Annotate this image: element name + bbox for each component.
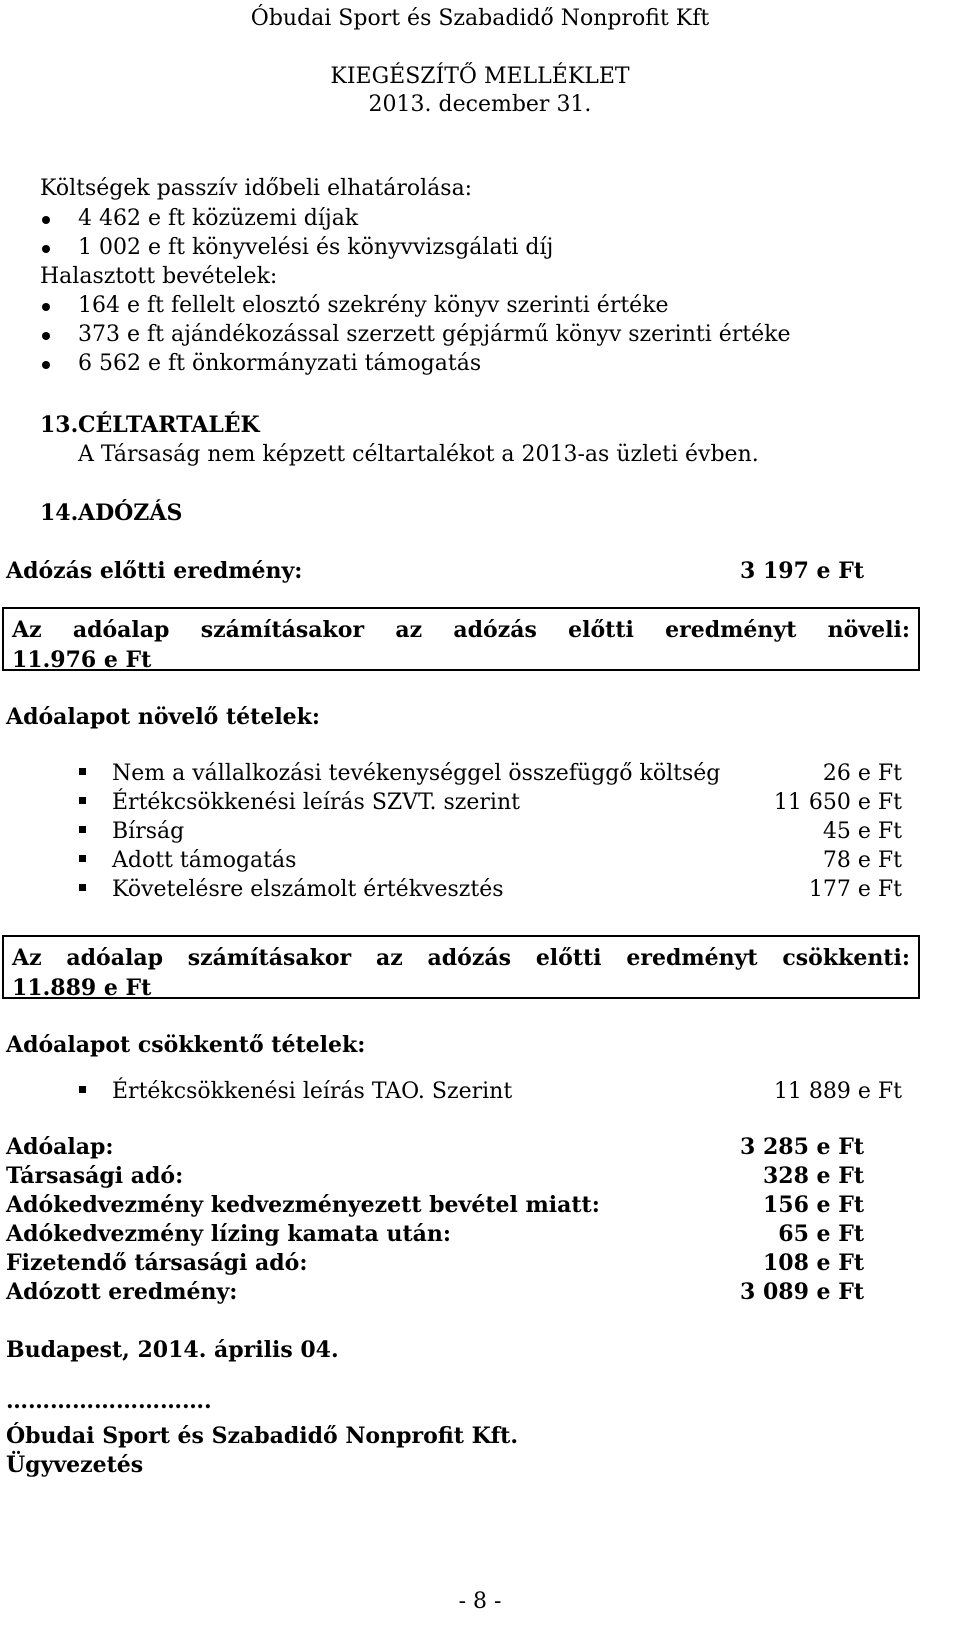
section-14-title: ADÓZÁS <box>78 500 183 526</box>
summary-label: Adókedvezmény kedvezményezett bevétel miatt: <box>6 1192 600 1218</box>
place-date: Budapest, 2014. április 04. <box>6 1337 339 1363</box>
bullet-icon <box>42 303 50 311</box>
square-bullet-icon <box>79 768 86 775</box>
bullet-icon <box>42 245 50 253</box>
summary-value: 108 e Ft <box>762 1250 864 1276</box>
accruals-heading: Költségek passzív időbeli elhatárolása: <box>40 176 473 201</box>
box-word: számításakor <box>187 945 352 971</box>
square-bullet-icon <box>79 797 86 804</box>
square-bullet-icon <box>79 855 86 862</box>
box-word: Az <box>12 945 42 971</box>
list-item-text: 373 e ft ajándékozással szerzett gépjármű könyv szerinti értéke <box>78 322 791 347</box>
page-number: - 8 - <box>458 1589 502 1614</box>
row-value: 177 e Ft <box>808 877 902 902</box>
row-value: 78 e Ft <box>822 848 902 873</box>
list-item-text: 4 462 e ft közüzemi díjak <box>78 206 359 231</box>
summary-value: 328 e Ft <box>762 1163 864 1189</box>
row-value: 11 889 e Ft <box>773 1079 902 1104</box>
list-item-text: 164 e ft fellelt elosztó szekrény könyv szerinti értéke <box>78 293 669 318</box>
bullet-icon <box>42 332 50 340</box>
section-13-text: A Társaság nem képzett céltartalékot a 2013-as üzleti évben. <box>78 442 759 467</box>
box-word: az <box>395 617 423 643</box>
box-word: eredményt <box>665 617 797 643</box>
pretax-value: 3 197 e Ft <box>740 558 864 584</box>
document-date: 2013. december 31. <box>368 92 592 117</box>
summary-value: 156 e Ft <box>762 1192 864 1218</box>
row-value: 26 e Ft <box>822 761 902 786</box>
square-bullet-icon <box>79 826 86 833</box>
summary-label: Adózott eredmény: <box>6 1279 238 1305</box>
signature-company: Óbudai Sport és Szabadidő Nonprofit Kft. <box>6 1423 518 1449</box>
decrease-box-amount: 11.889 e Ft <box>12 975 152 1001</box>
bullet-icon <box>42 361 50 369</box>
square-bullet-icon <box>79 884 86 891</box>
summary-value: 3 285 e Ft <box>740 1134 864 1160</box>
row-label: Követelésre elszámolt értékvesztés <box>112 877 504 902</box>
row-label: Értékcsökkenési leírás SZVT. szerint <box>112 790 520 815</box>
box-word: előtti <box>568 617 634 643</box>
list-item-text: 1 002 e ft könyvelési és könyvvizsgálati díj <box>78 235 554 260</box>
signature-role: Ügyvezetés <box>6 1452 144 1478</box>
decrease-items-heading: Adóalapot csökkentő tételek: <box>6 1032 366 1058</box>
increase-box-amount: 11.976 e Ft <box>12 647 152 673</box>
summary-value: 3 089 e Ft <box>740 1279 864 1305</box>
box-word: Az <box>12 617 42 643</box>
tax-base-increase-box <box>2 607 920 671</box>
pretax-label: Adózás előtti eredmény: <box>6 558 303 584</box>
section-14-number: 14. <box>40 500 79 526</box>
summary-value: 65 e Ft <box>778 1221 864 1247</box>
row-label: Bírság <box>112 819 185 844</box>
document-title: KIEGÉSZÍTŐ MELLÉKLET <box>330 64 630 89</box>
box-word: adóalap <box>66 945 163 971</box>
box-word: adózás <box>427 945 511 971</box>
box-word: adózás <box>453 617 537 643</box>
summary-label: Adóalap: <box>6 1134 114 1160</box>
section-13-title: CÉLTARTALÉK <box>78 412 260 438</box>
row-value: 45 e Ft <box>822 819 902 844</box>
row-value: 11 650 e Ft <box>773 790 902 815</box>
box-word: adóalap <box>72 617 170 643</box>
box-word: számításakor <box>200 617 365 643</box>
box-word: eredményt <box>626 945 758 971</box>
summary-label: Adókedvezmény lízing kamata után: <box>6 1221 451 1247</box>
box-word: az <box>375 945 403 971</box>
increase-items-heading: Adóalapot növelő tételek: <box>6 704 321 730</box>
summary-label: Fizetendő társasági adó: <box>6 1250 308 1276</box>
box-word: előtti <box>535 945 602 971</box>
decrease-box-sentence <box>12 945 910 971</box>
box-word: növeli: <box>827 617 910 643</box>
tax-base-decrease-box <box>2 935 920 999</box>
list-item-text: 6 562 e ft önkormányzati támogatás <box>78 351 482 376</box>
summary-label: Társasági adó: <box>6 1163 184 1189</box>
box-word: csökkenti: <box>782 945 910 971</box>
row-label: Nem a vállalkozási tevékenységgel összefüggő költség <box>112 761 721 786</box>
signature-line: ………………………. <box>6 1388 212 1414</box>
increase-box-sentence <box>12 617 910 643</box>
company-header: Óbudai Sport és Szabadidő Nonprofit Kft <box>250 6 710 31</box>
row-label: Értékcsökkenési leírás TAO. Szerint <box>112 1079 513 1104</box>
bullet-icon <box>42 216 50 224</box>
square-bullet-icon <box>79 1086 86 1093</box>
row-label: Adott támogatás <box>112 848 297 873</box>
section-13-number: 13. <box>40 412 79 438</box>
deferred-heading: Halasztott bevételek: <box>40 264 278 289</box>
